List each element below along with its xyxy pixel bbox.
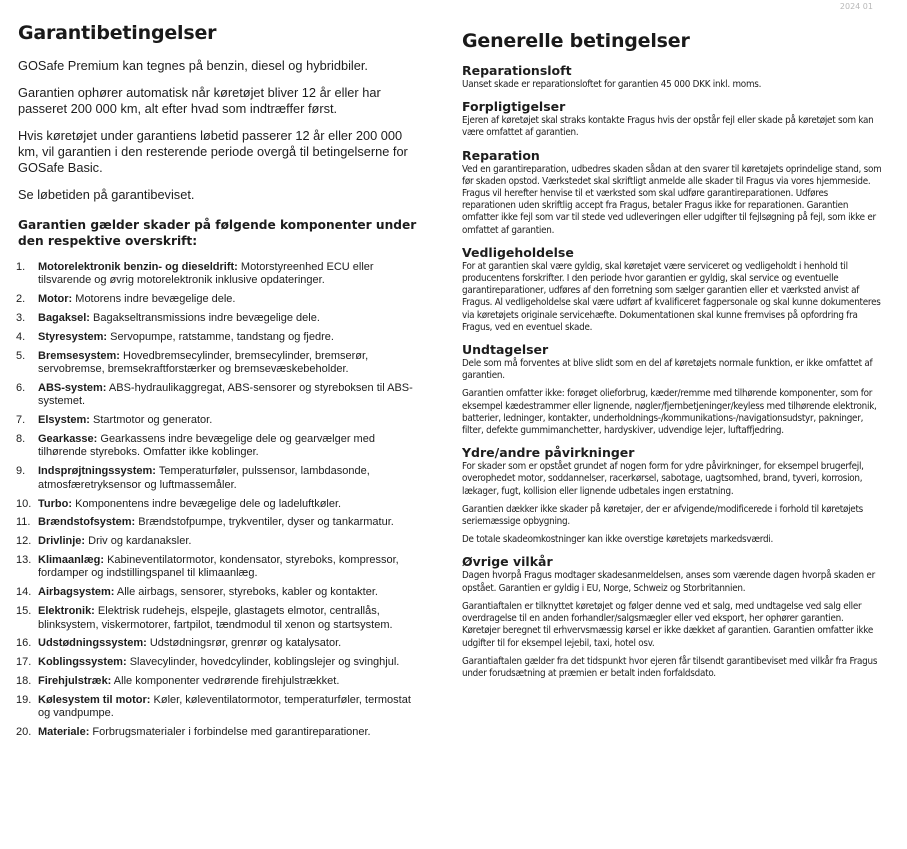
component-number: 15. xyxy=(16,605,32,618)
component-item xyxy=(18,516,426,529)
component-term: Bagaksel: xyxy=(38,312,90,325)
component-description: Forbrugsmaterialer i forbindelse med garantireparationer. xyxy=(89,726,371,739)
component-item xyxy=(18,350,426,377)
intro-paragraph: Garantien ophører automatisk når køretøjet bliver 12 år eller har passeret 200 000 km, alt efter hvad som indtræffer først. xyxy=(18,85,381,116)
component-item xyxy=(18,535,426,548)
component-number: 13. xyxy=(16,554,32,567)
component-number: 9. xyxy=(16,465,26,478)
component-number: 19. xyxy=(16,694,32,707)
intro-paragraph: GOSafe Premium kan tegnes på benzin, diesel og hybridbiler. xyxy=(18,58,368,73)
component-item xyxy=(18,605,426,632)
general-terms-title: Generelle betingelser xyxy=(462,30,690,52)
component-item xyxy=(18,675,426,688)
component-term: Motorelektronik benzin- og dieseldrift: xyxy=(38,261,238,273)
component-description: Køler, køleventilatormotor, temperaturføler, termostat og vandpumpe. xyxy=(38,694,411,720)
component-item xyxy=(18,586,426,599)
component-item xyxy=(18,554,426,581)
component-item xyxy=(18,261,426,288)
component-term: Klimaanlæg: xyxy=(38,554,105,567)
component-number: 5. xyxy=(16,349,26,362)
component-description: ABS-hydraulikaggregat, ABS-sensorer og styreboksen til ABS-systemet. xyxy=(38,382,413,408)
component-number: 12. xyxy=(16,535,32,548)
section-paragraph: Dele som må forventes at blive slidt som en del af køretøjets normale funktion, er ikke omfattet af garantien. xyxy=(462,358,873,382)
component-number: 8. xyxy=(16,433,26,446)
component-term: Koblingssystem: xyxy=(38,656,127,669)
intro-paragraph: Hvis køretøjet under garantiens løbetid passerer 12 år eller 200 000 km, vil garantien i den resterende periode overgå til betingelserne for GOSafe Basic. xyxy=(18,128,408,175)
component-item xyxy=(18,637,426,650)
intro-paragraph: Se løbetiden på garantibeviset. xyxy=(18,187,195,202)
component-description: Motorstyreenhed ECU eller tilsvarende og øvrig motorelektronik inklusive opdateringer. xyxy=(38,261,374,287)
general-terms-sections xyxy=(462,63,882,680)
component-description: Gearkassens indre bevægelige dele og gearvælger med tilhørende styreboks. Omfatter ikke koblinger. xyxy=(38,433,375,459)
component-description: Driv og kardanaksler. xyxy=(85,535,192,548)
component-description: Servopumpe, ratstamme, tandstang og fjedre. xyxy=(107,330,334,343)
component-description: Startmotor og generator. xyxy=(89,414,213,427)
component-description: Bagakseltransmissions indre bevægelige dele. xyxy=(89,312,320,325)
component-term: Elsystem: xyxy=(38,414,90,427)
component-item xyxy=(18,312,426,325)
intro-paragraphs xyxy=(18,58,426,203)
component-item xyxy=(18,382,426,409)
component-item xyxy=(18,433,426,460)
component-description: Hovedbremsecylinder, bremsecylinder, bremserør, servobremse, bremsekraftforstærker og bremsevæskebeholder. xyxy=(38,349,369,376)
section-paragraph: For skader som er opstået grundet af nogen form for ydre påvirkninger, for eksempel brugerfejl, overophedet motor, soddannelser, racerkørsel, sabotage, uagtsomhed, brand, tyveri, korrosion, lækager, fugt, kollision eller lignende udbetales ingen erstatning. xyxy=(462,461,864,497)
component-term: Motor: xyxy=(38,293,73,306)
section-paragraph: Garantiaftalen er tilknyttet køretøjet og følger denne ved et salg, med undtagelse ved salg eller overdragelse til en anden forhandler/salgsmægler eller ved eksport, her ophører garantien. Køretøjer beregnet til erhvervsmæssig kørsel er ikke dækket af garantien. Garantien omfatter ikke udgifter til for eksempel lejebil, taxi, hotel osv. xyxy=(462,600,874,649)
terms-section xyxy=(462,554,882,680)
component-item xyxy=(18,656,426,669)
section-title: Ydre/andre påvirkninger xyxy=(462,445,635,461)
component-term: ABS-system: xyxy=(38,382,107,395)
section-paragraph: Garantien omfatter ikke: forøget olieforbrug, kæder/remme med tilhørende komponenter, som for eksempel kædestrammer eller lignende, nøgler/fjernbetjeninger/keyless med tilhørende elektronik, batterier, ledninger, kontakter, underholdnings-/kommunikations-/navigationsudstyr, pakninger, filter, defekte gummimanchetter, hardyskiver, udvendige lejer, luftaffjedring. xyxy=(462,388,877,437)
component-item xyxy=(18,726,426,739)
component-term: Bremsesystem: xyxy=(38,349,120,362)
section-title: Reparation xyxy=(462,147,540,163)
section-paragraph: Garantien dækker ikke skader på køretøjer, der er afvigende/modificerede i forhold til køretøjets seriemæssige opbygning. xyxy=(462,503,864,528)
component-number: 3. xyxy=(16,312,26,325)
section-title: Undtagelser xyxy=(462,342,549,358)
terms-section xyxy=(462,445,882,546)
component-number: 6. xyxy=(16,382,26,395)
document-date-stamp: 2024 01 xyxy=(839,2,873,11)
section-title: Vedligeholdelse xyxy=(462,244,574,260)
component-number: 10. xyxy=(16,497,32,510)
component-item xyxy=(18,498,426,511)
terms-section xyxy=(462,342,882,437)
component-description: Brændstofpumpe, trykventiler, dyser og tankarmatur. xyxy=(135,516,394,529)
component-number: 16. xyxy=(16,637,32,650)
terms-section xyxy=(462,148,882,237)
component-number: 2. xyxy=(16,293,26,306)
component-description: Alle airbags, sensorer, styreboks, kabler og kontakter. xyxy=(114,586,378,599)
warranty-terms-title: Garantibetingelser xyxy=(18,22,217,44)
section-title: Forpligtigelser xyxy=(462,99,566,115)
components-heading: Garantien gælder skader på følgende komponenter under den respektive overskrift: xyxy=(18,218,417,248)
section-paragraph: For at garantien skal være gyldig, skal køretøjet være serviceret og vedligeholdt i henhold til producentens forskrifter. I den periode hvor garantien er gyldig, skal service og eventuelle garantireparationer, udføres af den forretning som sælger garantien eller et værksted anvist af Fragus. Al vedligeholdelse skal være udført af kvalificeret fagpersonale og skal kunne dokumenteres via køretøjets originale servicehæfte. Dokumentationen skal kunne fremvises på opfordring fra Fragus, ved en eventuel skade. xyxy=(462,260,881,333)
component-number: 4. xyxy=(16,330,26,343)
component-description: Elektrisk rudehejs, elspejle, glastagets elmotor, centrallås, blinksystem, viskermotorer, fartpilot, tændmodul til xenon og startsystem. xyxy=(38,605,393,631)
section-paragraph: Garantiaftalen gælder fra det tidspunkt hvor ejeren får tilsendt garantibeviset med vilkår fra Fragus under forudsætning at præmien er betalt inden forfaldsdato. xyxy=(462,655,878,679)
component-description: Komponentens indre bevægelige dele og ladeluftkøler. xyxy=(72,497,342,510)
section-paragraph: Uanset skade er reparationsloftet for garantien 45 000 DKK inkl. moms. xyxy=(462,79,762,90)
component-description: Motorens indre bevægelige dele. xyxy=(72,293,236,306)
component-term: Udstødningssystem: xyxy=(38,637,147,650)
section-paragraph: Ejeren af køretøjet skal straks kontakte Fragus hvis der opstår fejl eller skade på køretøjet som kan være omfattet af garantien. xyxy=(462,115,874,139)
component-term: Styresystem: xyxy=(38,330,108,343)
component-number: 17. xyxy=(16,656,32,669)
general-terms-column xyxy=(462,30,882,688)
component-number: 18. xyxy=(16,675,32,688)
component-item xyxy=(18,414,426,427)
warranty-terms-column xyxy=(18,22,426,745)
section-title: Øvrige vilkår xyxy=(462,554,553,570)
component-number: 1. xyxy=(16,261,26,273)
section-paragraph: Dagen hvorpå Fragus modtager skadesanmeldelsen, anses som værende dagen hvorpå skaden er opstået. Garantien er gyldig i EU, Norge, Schweiz og Storbritannien. xyxy=(462,570,875,594)
component-term: Turbo: xyxy=(38,497,73,510)
component-description: Kabineventilatormotor, kondensator, styreboks, kompressor, fordamper og indstillingspanel til klimaanlæg. xyxy=(38,554,399,580)
component-term: Brændstofsystem: xyxy=(38,516,136,529)
section-paragraph: Ved en garantireparation, udbedres skaden sådan at den svarer til køretøjets oprindelige stand, som før skaden opstod. Værkstedet skal skriftligt anmelde alle skader til Fragus via vores hjemmeside. Fragus vil herefter henvise til et værksted som skal udføre garantireparationen. Udføres reparationen uden skriftlig accept fra Fragus, betaler Fragus ikke for reparationen. Garantien omfatter ikke fejl som var til stede ved udleveringen eller udgifter til fejlsøgning på fejl, som ikke er omfattet af garantien. xyxy=(462,163,882,236)
component-term: Elektronik: xyxy=(38,605,95,618)
component-term: Kølesystem til motor: xyxy=(38,694,151,707)
component-number: 20. xyxy=(16,726,32,739)
terms-section xyxy=(462,99,882,139)
component-term: Firehjulstræk: xyxy=(38,675,112,688)
component-term: Materiale: xyxy=(38,726,90,739)
component-number: 11. xyxy=(16,516,31,529)
component-description: Temperaturføler, pulssensor, lambdasonde, atmosfæretryksensor og luftmassemåler. xyxy=(38,465,370,491)
component-term: Indsprøjtningssystem: xyxy=(38,465,156,478)
component-description: Slavecylinder, hovedcylinder, koblingslejer og svinghjul. xyxy=(126,656,400,669)
component-item xyxy=(18,293,426,306)
section-title: Reparationsloft xyxy=(462,63,572,78)
component-item xyxy=(18,331,426,344)
component-description: Alle komponenter vedrørende firehjulstrækket. xyxy=(111,675,340,688)
component-term: Drivlinje: xyxy=(38,535,86,548)
component-description: Udstødningsrør, grenrør og katalysator. xyxy=(146,637,342,650)
component-item xyxy=(18,465,426,492)
components-list xyxy=(18,261,426,740)
component-term: Gearkasse: xyxy=(38,433,98,446)
component-number: 7. xyxy=(16,414,26,427)
terms-section xyxy=(462,63,882,91)
component-number: 14. xyxy=(16,586,32,599)
component-item xyxy=(18,694,426,721)
terms-section xyxy=(462,245,882,334)
section-paragraph: De totale skadeomkostninger kan ikke overstige køretøjets markedsværdi. xyxy=(462,534,774,546)
component-term: Airbagsystem: xyxy=(38,586,115,599)
